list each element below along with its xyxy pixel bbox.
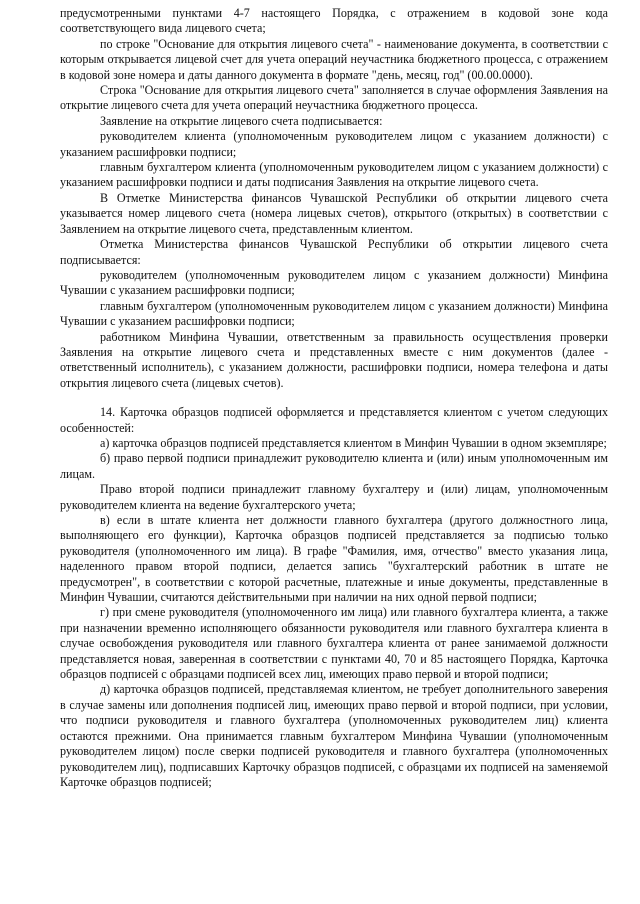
paragraph: д) карточка образцов подписей, представляемая клиентом, не требует дополнительного заверения в случае замены или дополнения подписей лиц, имеющих право первой и второй подписи, при условии, что подписи руководителя и главного бухгалтера (уполномоченных руководителем лиц) клиента остаются прежними. Она принимается главным бухгалтером Минфина Чувашии (уполномоченным руководителем лицом) после сверки подписей руководителя и главного бухгалтера (уполномоченных руководителем лиц), подписавших Карточку образцов подписей, с образцами их подписей на заменяемой Карточке образцов подписей; [60, 682, 608, 789]
paragraph: Строка "Основание для открытия лицевого счета" заполняется в случае оформления Заявления на открытие лицевого счета для учета операций неучастника бюджетного процесса. [60, 83, 608, 113]
paragraph: Заявление на открытие лицевого счета подписывается: [100, 113, 383, 128]
paragraph: б) право первой подписи принадлежит руководителю клиента и (или) иным уполномоченным им лицам. [60, 451, 608, 481]
paragraph: в) если в штате клиента нет должности главного бухгалтера (другого должностного лица, выполняющего его функции), Карточка образцов подписей представляется за подписью только руководителя (уполномоченного им лица). В графе "Фамилия, имя, отчество" вместо указания лица, наделенного правом второй подписи, делается запись "бухгалтерский работник в штате не предусмотрен", в соответствии с которой расчетные, платежные и иные документы, представленные в Минфин Чувашии, считаются действительными при наличии на них одной первой подписи; [60, 513, 608, 605]
paragraph: руководителем клиента (уполномоченным руководителем лицом с указанием должности) с указанием расшифровки подписи; [60, 129, 608, 159]
paragraph: а) карточка образцов подписей представляется клиентом в Минфин Чувашии в одном экземпляре; [100, 435, 607, 450]
section-spacer [60, 391, 608, 405]
paragraph: Отметка Министерства финансов Чувашской Республики об открытии лицевого счета подписывается: [60, 237, 608, 267]
paragraph: предусмотренными пунктами 4-7 настоящего Порядка, с отражением в кодовой зоне кода соответствующего вида лицевого счета; [60, 6, 608, 36]
paragraph: г) при смене руководителя (уполномоченного им лица) или главного бухгалтера клиента, а также при назначении временно исполняющего обязанности руководителя или главного бухгалтера клиента в случае освобождения руководителя или главного бухгалтера клиента от ранее занимаемой должности представляется новая, заверенная в соответствии с пунктами 40, 70 и 85 настоящего Порядка, Карточка образцов подписей с образцами подписей всех лиц, имеющих право первой и второй подписи; [60, 605, 608, 682]
paragraph: В Отметке Министерства финансов Чувашской Республики об открытии лицевого счета указывается номер лицевого счета (номера лицевых счетов), открытого (открытых) в соответствии с Заявлением на открытие лицевого счета, представленным клиентом. [60, 190, 608, 236]
paragraph: руководителем (уполномоченным руководителем лицом с указанием должности) Минфина Чувашии с указанием расшифровки подписи; [60, 267, 608, 298]
paragraph: главным бухгалтером (уполномоченным руководителем лицом с указанием должности) Минфина Чувашии с указанием расшифровки подписи; [60, 298, 608, 329]
paragraph: работником Минфина Чувашии, ответственным за правильность осуществления проверки Заявления на открытие лицевого счета и представленных вместе с ним документов (далее - ответственный исполнитель), с указанием должности, расшифровки подписи, номера телефона и даты открытия лицевого счета (лицевых счетов). [60, 329, 608, 390]
paragraph: главным бухгалтером клиента (уполномоченным руководителем лицом с указанием должности) с указанием расшифровки подписи и даты подписания Заявления на открытие лицевого счета. [60, 160, 608, 190]
section-heading-paragraph: 14. Карточка образцов подписей оформляется и представляется клиентом с учетом следующих особенностей: [60, 405, 608, 435]
paragraph: Право второй подписи принадлежит главному бухгалтеру и (или) лицам, уполномоченным руководителем клиента на ведение бухгалтерского учета; [60, 482, 608, 512]
paragraph: по строке "Основание для открытия лицевого счета" - наименование документа, в соответствии с которым открывается лицевой счет для учета операций неучастника бюджетного процесса, с отражением в кодовой зоне номера и даты данного документа в формате "день, месяц, год" (00.00.0000). [60, 36, 608, 82]
document-page [60, 6, 608, 790]
